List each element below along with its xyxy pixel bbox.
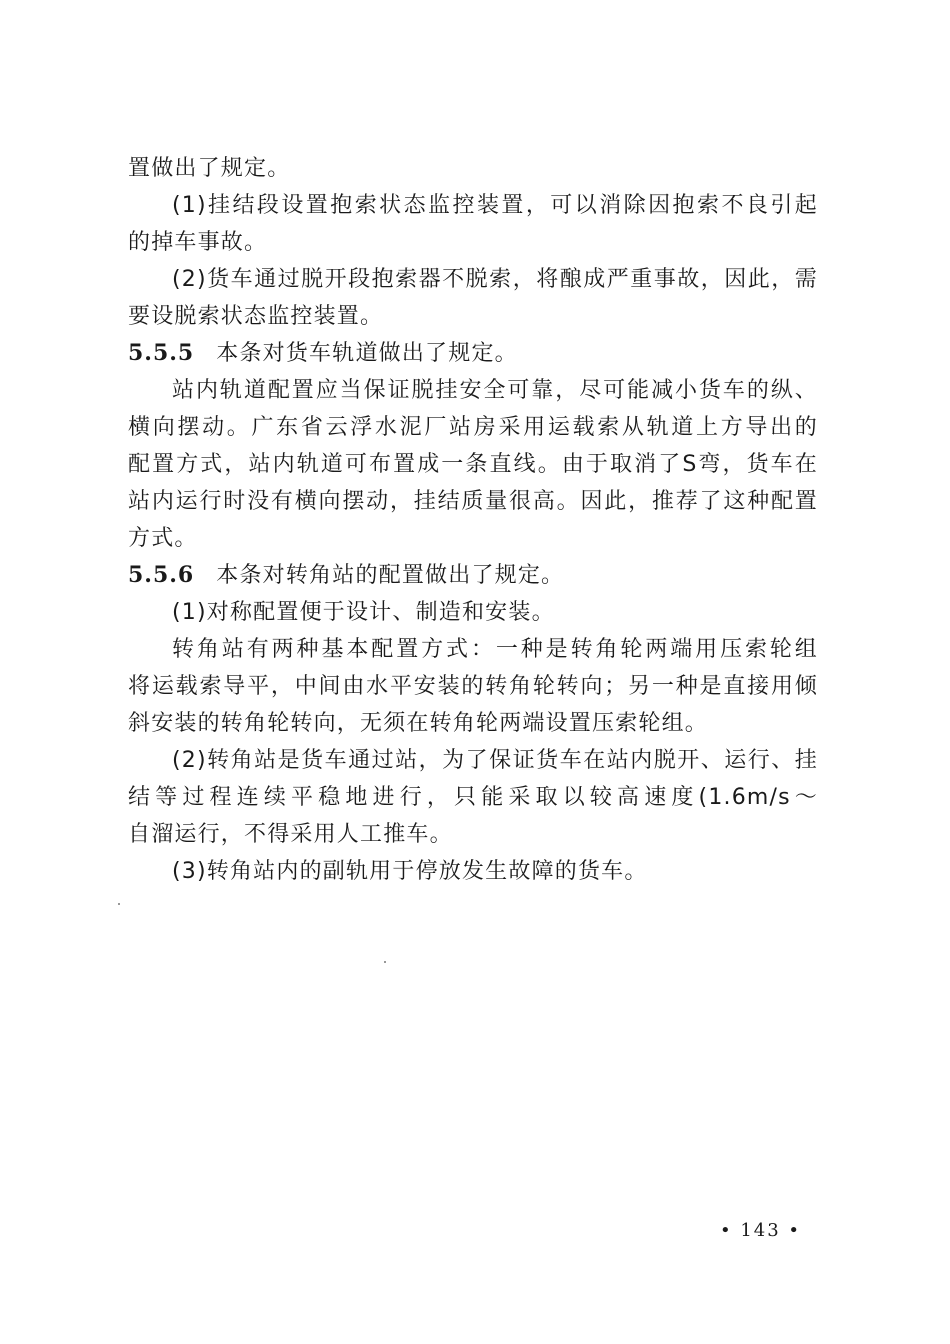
paragraph-line: 置做出了规定。	[128, 156, 291, 181]
paragraph-line: 方式。	[128, 526, 198, 551]
section-number: 5.5.5	[128, 340, 195, 366]
paragraph-line: 结等过程连续平稳地进行，只能采取以较高速度(1.6m/s～	[128, 785, 818, 810]
scan-speck	[118, 903, 120, 905]
page-number: • 143 •	[720, 1220, 802, 1241]
body-text	[128, 150, 818, 890]
paragraph-line: 要设脱索状态监控装置。	[128, 304, 384, 329]
paragraph-line: 斜安装的转角轮转向，无须在转角轮两端设置压索轮组。	[128, 711, 709, 736]
paragraph-line: 自溜运行，不得采用人工推车。	[128, 822, 453, 847]
paragraph-line: (2)货车通过脱开段抱索器不脱索，将酿成严重事故，因此，需	[172, 267, 818, 292]
paragraph-line: 的掉车事故。	[128, 230, 268, 255]
paragraph-line: 转角站有两种基本配置方式：一种是转角轮两端用压索轮组	[172, 637, 818, 662]
paragraph-line: 站内运行时没有横向摆动，挂结质量很高。因此，推荐了这种配置	[128, 489, 818, 514]
paragraph-line: 将运载索导平，中间由水平安装的转角轮转向；另一种是直接用倾	[128, 674, 818, 699]
scan-speck	[384, 961, 386, 963]
paragraph-line: (1)挂结段设置抱索状态监控装置，可以消除因抱索不良引起	[172, 193, 818, 218]
paragraph-line: 站内轨道配置应当保证脱挂安全可靠，尽可能减小货车的纵、	[172, 378, 818, 403]
paragraph-line: 配置方式，站内轨道可布置成一条直线。由于取消了S弯，货车在	[128, 452, 818, 477]
paragraph-line: 横向摆动。广东省云浮水泥厂站房采用运载索从轨道上方导出的	[128, 415, 818, 440]
section-heading-text: 本条对货车轨道做出了规定。	[216, 341, 518, 366]
section-heading-text: 本条对转角站的配置做出了规定。	[216, 563, 565, 588]
section-heading-5-5-5	[128, 335, 818, 372]
paragraph-line: (2)转角站是货车通过站，为了保证货车在站内脱开、运行、挂	[172, 748, 818, 773]
section-number: 5.5.6	[128, 562, 195, 588]
paragraph-line: (3)转角站内的副轨用于停放发生故障的货车。	[172, 859, 648, 884]
paragraph-line: (1)对称配置便于设计、制造和安装。	[172, 600, 555, 625]
section-heading-5-5-6	[128, 557, 818, 594]
